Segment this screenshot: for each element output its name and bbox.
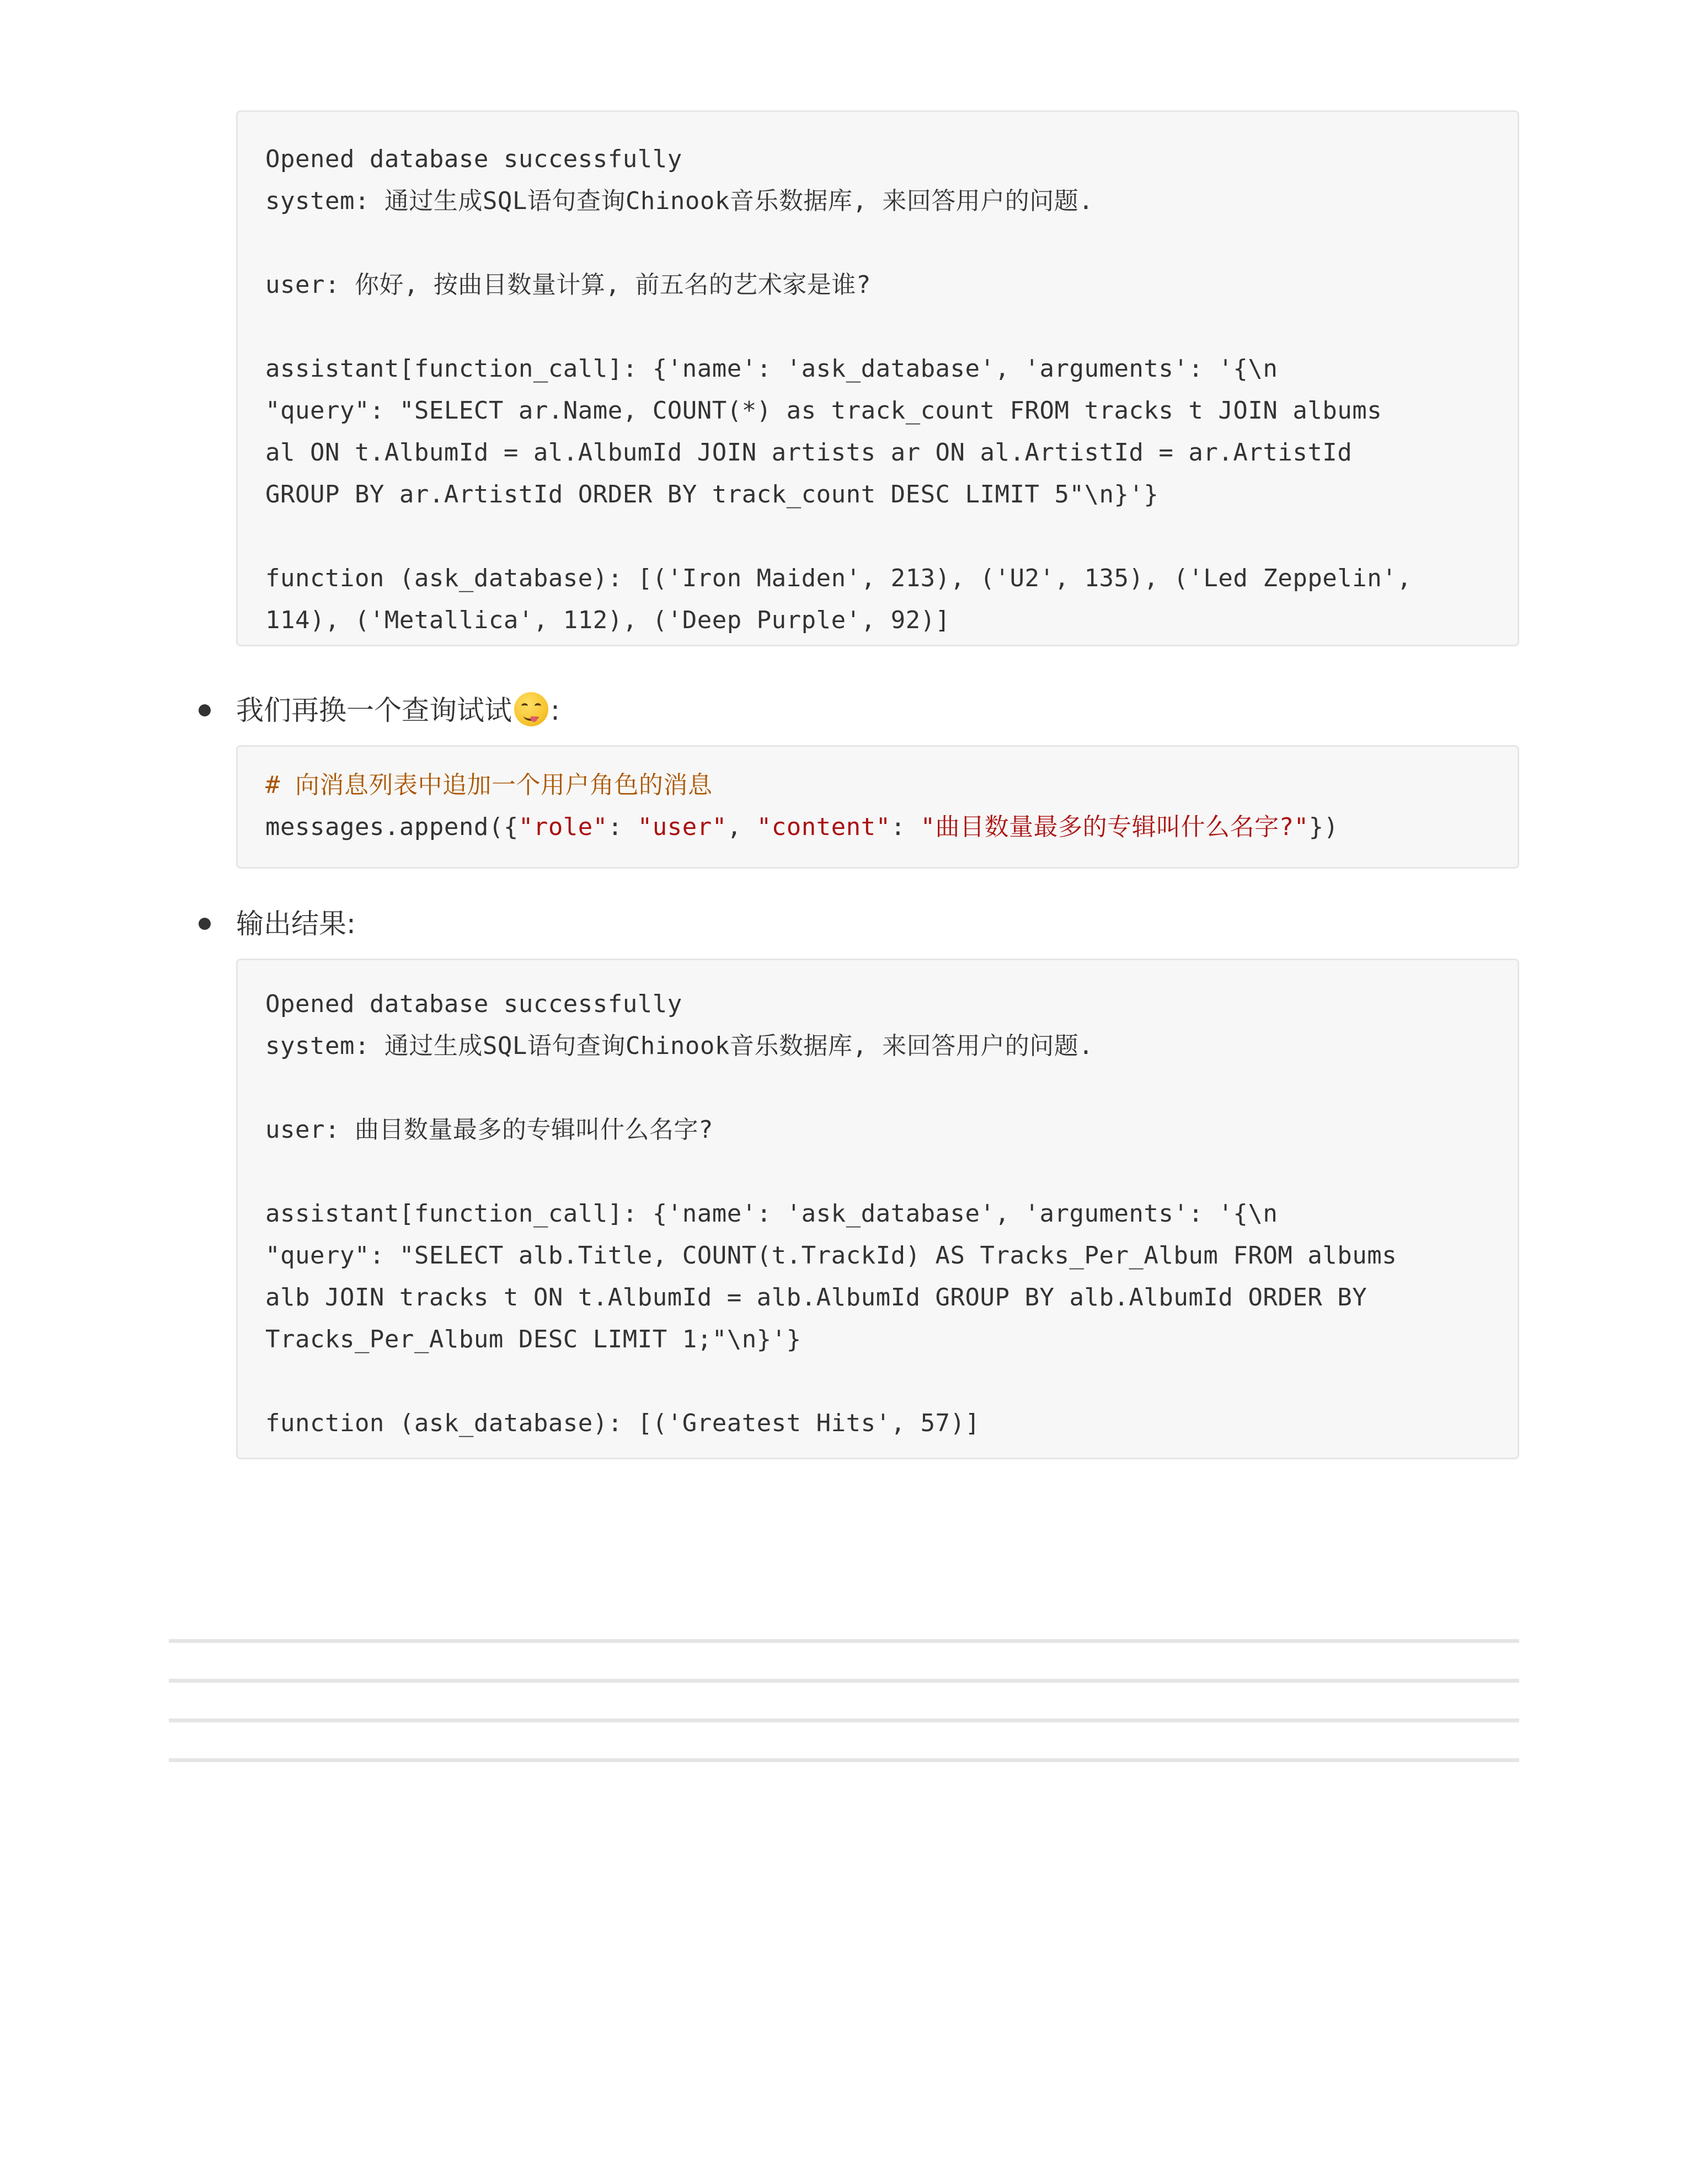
output-line: al ON t.AlbumId = al.AlbumId JOIN artists ar ON al.ArtistId = ar.ArtistId <box>265 438 1353 467</box>
bullet-text-retry-query <box>236 688 560 732</box>
bullet-text-output: 输出结果: <box>236 908 356 940</box>
code-token: , <box>727 813 757 841</box>
horizontal-rule <box>169 1719 1519 1722</box>
output-line: alb JOIN tracks t ON t.AlbumId = alb.AlbumId GROUP BY alb.AlbumId ORDER BY <box>265 1283 1368 1312</box>
output-line: system: 通过生成SQL语句查询Chinook音乐数据库, 来回答用户的问题. <box>265 1032 1094 1060</box>
output-line: Tracks_Per_Album DESC LIMIT 1;"\n}'} <box>265 1325 802 1353</box>
output-line: Opened database successfully <box>265 990 682 1018</box>
output-block-2 <box>236 959 1519 1459</box>
horizontal-rule <box>169 1639 1519 1643</box>
code-comment: # 向消息列表中追加一个用户角色的消息 <box>265 771 713 799</box>
code-token: : <box>890 813 921 841</box>
bullet-label: 我们再换一个查询试试 <box>236 694 512 726</box>
code-token: : <box>607 813 638 841</box>
code-string-value: "user" <box>637 813 727 841</box>
output-line: GROUP BY ar.ArtistId ORDER BY track_count DESC LIMIT 5"\n}'} <box>265 480 1159 508</box>
code-token: }) <box>1308 813 1339 841</box>
horizontal-rule <box>169 1679 1519 1683</box>
code-string-key: "content" <box>756 813 891 841</box>
output-line: user: 你好, 按曲目数量计算, 前五名的艺术家是谁? <box>265 271 871 299</box>
output-line: function (ask_database): [('Iron Maiden', 213), ('U2', 135), ('Led Zeppelin', <box>265 564 1412 592</box>
output-line: assistant[function_call]: {'name': 'ask_database', 'arguments': '{\n <box>265 1200 1278 1228</box>
bullet-suffix: : <box>551 694 560 726</box>
code-string-value: "曲目数量最多的专辑叫什么名字?" <box>920 813 1309 841</box>
output-line: Opened database successfully <box>265 145 682 173</box>
output-line: assistant[function_call]: {'name': 'ask_database', 'arguments': '{\n <box>265 355 1278 383</box>
horizontal-rule <box>169 1758 1519 1762</box>
code-token: messages.append({ <box>265 813 519 841</box>
output-line: system: 通过生成SQL语句查询Chinook音乐数据库, 来回答用户的问题. <box>265 187 1094 215</box>
smiling-face-with-tongue-icon <box>514 692 548 726</box>
bullet-point <box>199 704 211 716</box>
output-line: user: 曲目数量最多的专辑叫什么名字? <box>265 1116 713 1144</box>
code-string-key: "role" <box>518 813 608 841</box>
output-line: "query": "SELECT alb.Title, COUNT(t.TrackId) AS Tracks_Per_Album FROM albums <box>265 1241 1397 1270</box>
output-line: "query": "SELECT ar.Name, COUNT(*) as track_count FROM tracks t JOIN albums <box>265 397 1382 425</box>
output-line: 114), ('Metallica', 112), ('Deep Purple', 92)] <box>265 606 950 634</box>
output-block-1 <box>236 110 1519 646</box>
python-code-block <box>236 745 1519 869</box>
output-line: function (ask_database): [('Greatest Hits', 57)] <box>265 1409 980 1437</box>
code-line-append <box>265 806 1339 848</box>
bullet-point <box>199 918 211 930</box>
